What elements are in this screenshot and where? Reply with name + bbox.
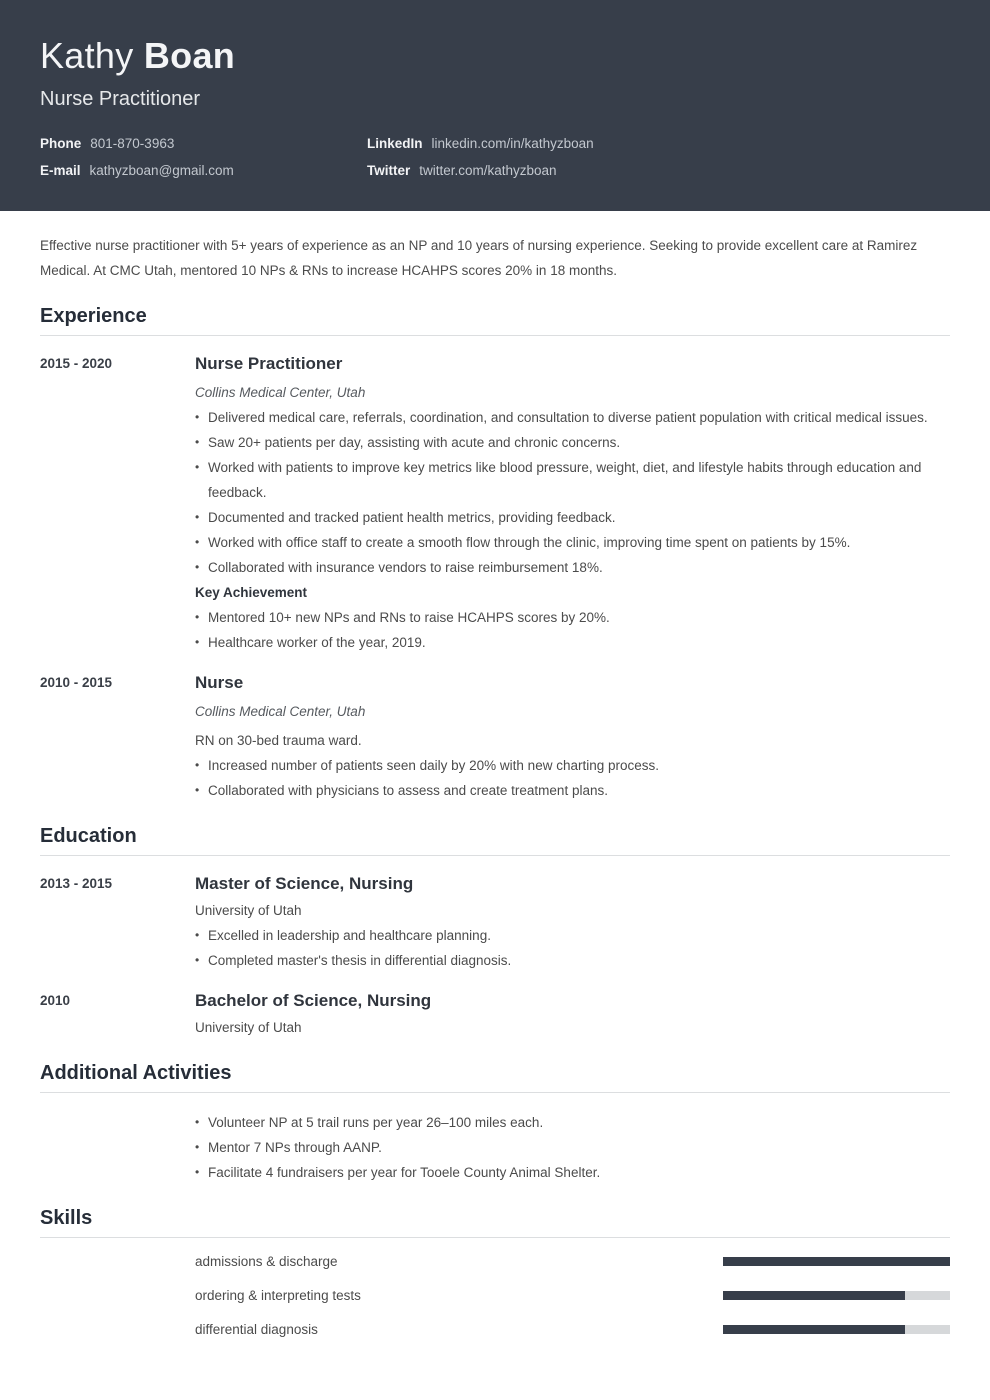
additional-activities-heading: Additional Activities [40,1062,950,1093]
entry-dates: 2010 [40,993,71,1008]
entry-school: University of Utah [195,1020,302,1035]
experience-heading: Experience [40,305,950,336]
entry-description: RN on 30-bed trauma ward. [195,733,362,748]
email-label: E-mail [40,163,81,178]
bullet-item: • Mentor 7 NPs through AANP. [195,1135,950,1160]
entry-bullets [195,405,950,580]
section-additional-activities [40,1062,950,1185]
skill-row [195,1244,950,1278]
section-experience [40,305,950,803]
skill-level-bar [723,1325,950,1334]
last-name: Boan [143,35,236,76]
resume-header [0,0,990,211]
experience-entry [40,672,950,803]
section-skills [40,1207,950,1346]
key-achievement-bullets [195,605,950,655]
bullet-item: • Saw 20+ patients per day, assisting with acute and chronic concerns. [195,430,950,455]
education-heading: Education [40,825,950,856]
entry-dates: 2013 - 2015 [40,876,113,891]
contact-info [40,136,950,178]
phone-label: Phone [40,136,82,151]
email-value: kathyzboan@gmail.com [89,163,234,178]
bullet-item: • Mentored 10+ new NPs and RNs to raise HCAHPS scores by 20%. [195,605,950,630]
job-title: Nurse Practitioner [40,88,201,110]
additional-activities-entry [40,1110,950,1185]
professional-summary: Effective nurse practitioner with 5+ years of experience as an NP and 10 years of nursing experience. Seeking to provide excellent care at Ramirez Medical. At CMC Utah, mentored 10 NPs & RNs to increase HCAHPS scores 20% in 18 months. [40,238,918,278]
entry-degree: Master of Science, Nursing [195,874,414,893]
twitter-label: Twitter [367,163,411,178]
skills-heading: Skills [40,1207,950,1238]
contact-linkedin [367,136,950,151]
entry-bullets [195,1110,950,1185]
linkedin-label: LinkedIn [367,136,423,151]
bullet-item: • Collaborated with insurance vendors to raise reimbursement 18%. [195,555,950,580]
bullet-item: • Facilitate 4 fundraisers per year for Tooele County Animal Shelter. [195,1160,950,1185]
entry-dates-empty [40,1110,195,1185]
linkedin-value: linkedin.com/in/kathyzboan [431,136,594,151]
skill-name: ordering & interpreting tests [195,1287,361,1303]
entry-dates: 2010 - 2015 [40,675,113,690]
skill-name: admissions & discharge [195,1253,338,1269]
experience-entry [40,353,950,655]
entry-school: University of Utah [195,903,302,918]
bullet-item: • Healthcare worker of the year, 2019. [195,630,950,655]
skill-level-fill [723,1291,905,1300]
bullet-item: • Volunteer NP at 5 trail runs per year 26–100 miles each. [195,1110,950,1135]
contact-phone [40,136,367,151]
section-education [40,825,950,1040]
skill-level-fill [723,1325,905,1334]
bullet-item: • Increased number of patients seen daily by 20% with new charting process. [195,753,950,778]
entry-company: Collins Medical Center, Utah [195,385,366,400]
bullet-item: • Excelled in leadership and healthcare planning. [195,923,950,948]
skill-level-bar [723,1291,950,1300]
skill-row [195,1278,950,1312]
skill-level-fill [723,1257,950,1266]
entry-job-title: Nurse Practitioner [195,354,343,373]
candidate-name [40,36,950,76]
resume-body [0,233,990,1346]
entry-bullets [195,923,950,973]
first-name: Kathy [40,35,134,76]
skill-row [195,1312,950,1346]
bullet-item: • Delivered medical care, referrals, coordination, and consultation to diverse patient population with critical medical issues. [195,405,950,430]
entry-job-title: Nurse [195,673,244,692]
bullet-item: • Collaborated with physicians to assess and create treatment plans. [195,778,950,803]
skill-level-bar [723,1257,950,1266]
entry-company: Collins Medical Center, Utah [195,704,366,719]
bullet-item: • Worked with office staff to create a smooth flow through the clinic, improving time spent on patients by 15%. [195,530,950,555]
education-entry [40,873,950,973]
twitter-value: twitter.com/kathyzboan [419,163,557,178]
education-entry [40,990,950,1040]
contact-email [40,163,367,178]
bullet-item: • Documented and tracked patient health metrics, providing feedback. [195,505,950,530]
skill-name: differential diagnosis [195,1321,318,1337]
entry-dates: 2015 - 2020 [40,356,113,371]
bullet-item: • Completed master's thesis in differential diagnosis. [195,948,950,973]
bullet-item: • Worked with patients to improve key metrics like blood pressure, weight, diet, and lifestyle habits through education and feedback. [195,455,950,505]
entry-degree: Bachelor of Science, Nursing [195,991,432,1010]
entry-bullets [195,753,950,803]
skills-list [40,1244,950,1346]
key-achievement-label: Key Achievement [195,585,308,600]
phone-value: 801-870-3963 [90,136,175,151]
contact-twitter [367,163,950,178]
